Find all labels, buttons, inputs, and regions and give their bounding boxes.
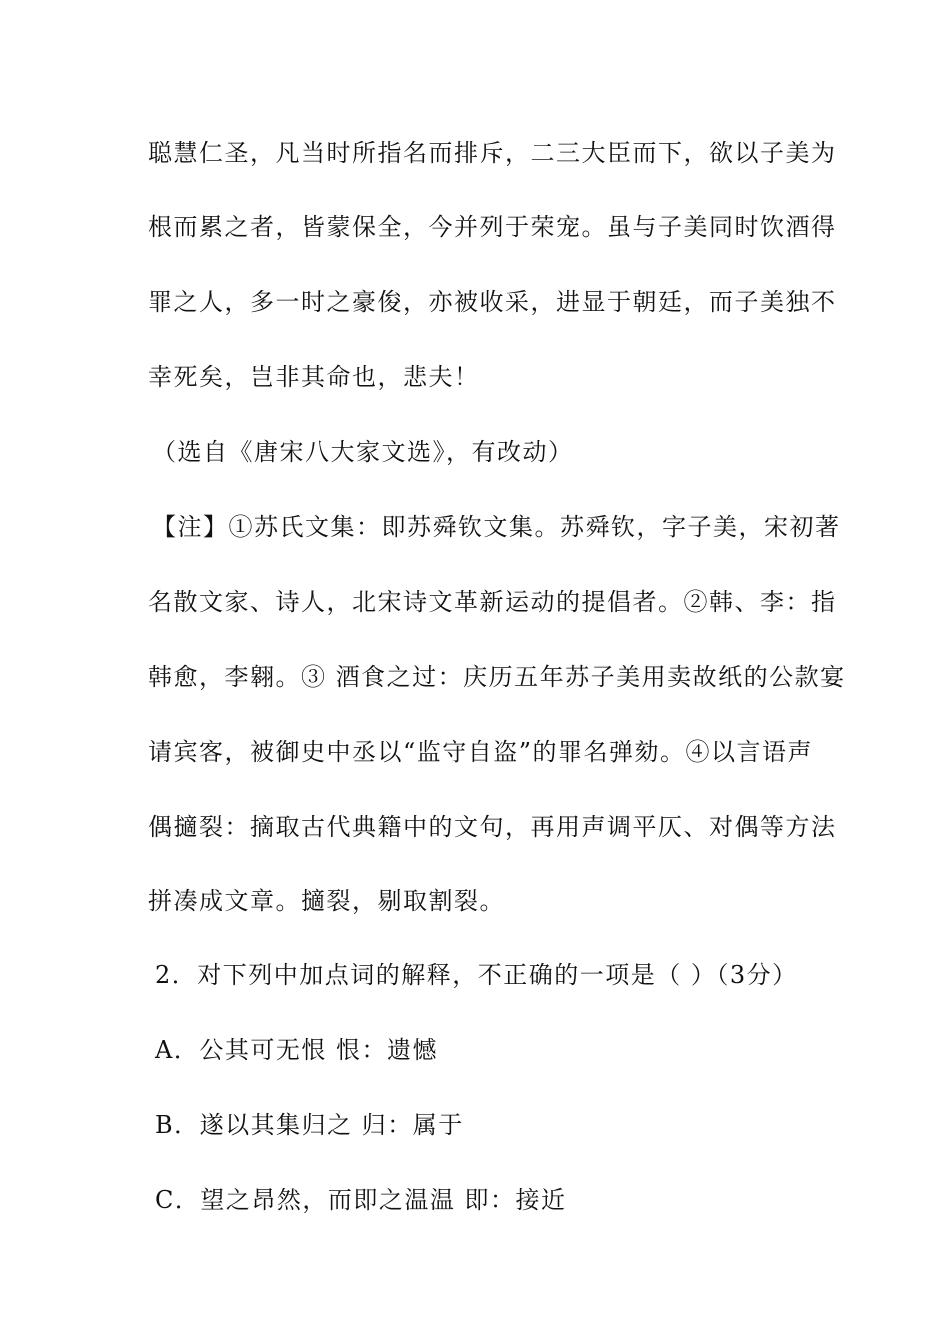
question-option-c: C．望之昂然，而即之温温 即：接近	[155, 1186, 567, 1214]
question-option-b: B．遂以其集归之 归：属于	[155, 1111, 464, 1139]
note-line: 韩愈，李翱。③ 酒食之过：庆历五年苏子美用卖故纸的公款宴	[148, 663, 846, 691]
question-option-a: A．公其可无恨 恨：遗憾	[155, 1036, 438, 1064]
passage-line: 罪之人，多一时之豪俊，亦被收采，进显于朝廷，而子美独不	[148, 288, 837, 316]
passage-line: 幸死矣，岂非其命也，悲夫！	[148, 363, 480, 391]
passage-line: 根而累之者，皆蒙保全，今并列于荣宠。虽与子美同时饮酒得	[148, 213, 837, 241]
passage-source: （选自《唐宋八大家文选》，有改动）	[152, 438, 574, 466]
note-line: 请宾客，被御史中丞以“监守自盗”的罪名弹劾。④以言语声	[148, 738, 814, 766]
passage-line: 聪慧仁圣，凡当时所指名而排斥，二三大臣而下，欲以子美为	[148, 139, 837, 167]
note-line: 拼凑成文章。擿裂，剔取割裂。	[148, 887, 505, 915]
note-line: 偶擿裂：摘取古代典籍中的文句，再用声调平仄、对偶等方法	[148, 813, 837, 841]
question-stem: 2．对下列中加点词的解释，不正确的一项是（ ）（3分）	[155, 961, 798, 989]
note-line: 名散文家、诗人，北宋诗文革新运动的提倡者。②韩、李：指	[148, 588, 837, 616]
note-line: 【注】①苏氏文集：即苏舜钦文集。苏舜钦，字子美，宋初著	[152, 513, 841, 541]
